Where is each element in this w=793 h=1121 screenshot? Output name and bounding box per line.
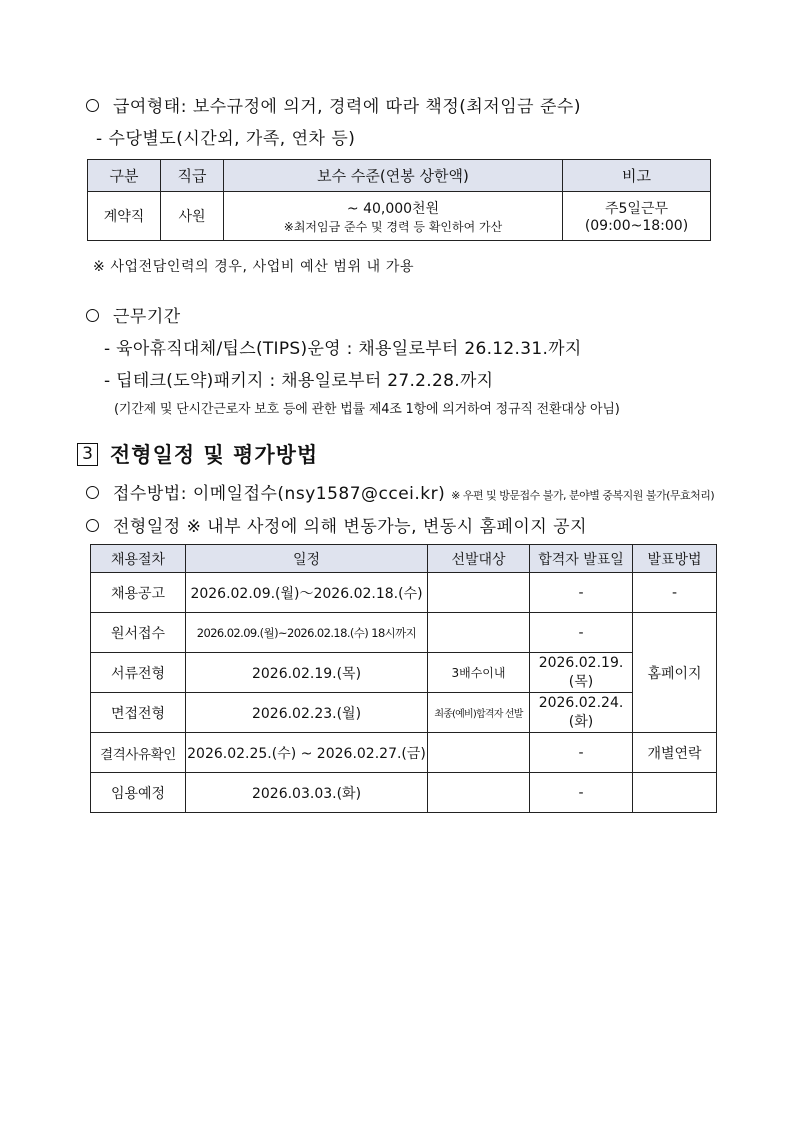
work-period-item-1: - 육아휴직대체/팁스(TIPS)운영 : 채용일로부터 26.12.31.까지	[104, 339, 582, 359]
date-cell: 2026.03.03.(화)	[186, 773, 428, 813]
circle-bullet-icon	[86, 309, 99, 322]
step-cell: 서류전형	[91, 653, 186, 693]
table-row	[91, 653, 717, 693]
pay-amount: ~ 40,000천원	[346, 200, 440, 217]
pay-remark-cell	[563, 192, 711, 241]
sched-header-announce: 합격자 발표일	[530, 545, 633, 573]
work-period-item-2: - 딥테크(도약)패키지 : 채용일로부터 27.2.28.까지	[104, 371, 494, 391]
table-row	[91, 773, 717, 813]
announce-cell: 2026.02.19.(목)	[530, 653, 633, 693]
schedule-table	[90, 544, 717, 813]
method-cell: 개별연락	[633, 733, 717, 773]
table-row	[91, 613, 717, 653]
table-row	[91, 693, 717, 733]
allowance-line: - 수당별도(시간외, 가족, 연차 등)	[96, 129, 356, 149]
schedule-intro-text: 전형일정 ※ 내부 사정에 의해 변동가능, 변동시 홈페이지 공지	[113, 517, 588, 537]
section-number-box: 3	[77, 443, 98, 466]
target-cell	[428, 613, 530, 653]
date-cell: 2026.02.23.(월)	[186, 693, 428, 733]
application-line	[86, 479, 714, 504]
step-cell: 임용예정	[91, 773, 186, 813]
pay-header-remark: 비고	[563, 160, 711, 192]
pay-rank-cell: 사원	[161, 192, 224, 241]
announce-cell: -	[530, 613, 633, 653]
target-cell: 최종(예비)합격자 선발	[428, 693, 530, 733]
pay-note: ※ 사업전담인력의 경우, 사업비 예산 범위 내 가용	[93, 259, 415, 275]
pay-remark-line1: 주5일근무	[604, 201, 668, 217]
announce-cell: -	[530, 773, 633, 813]
section-heading	[77, 439, 318, 469]
step-cell: 원서접수	[91, 613, 186, 653]
pay-table	[87, 159, 711, 241]
schedule-intro-line	[86, 512, 587, 537]
sched-header-target: 선발대상	[428, 545, 530, 573]
work-period-heading	[86, 302, 181, 327]
method-cell: -	[633, 573, 717, 613]
table-row	[88, 192, 711, 241]
sched-header-method: 발표방법	[633, 545, 717, 573]
application-note: ※ 우편 및 방문접수 불가, 분야별 중복지원 불가(무효처리)	[451, 489, 715, 502]
announce-cell: 2026.02.24.(화)	[530, 693, 633, 733]
pay-header-rank: 직급	[161, 160, 224, 192]
date-cell: 2026.02.09.(월)～2026.02.18.(수)	[186, 573, 428, 613]
step-cell: 면접전형	[91, 693, 186, 733]
target-cell: 3배수이내	[428, 653, 530, 693]
pay-header-amount: 보수 수준(연봉 상한액)	[224, 160, 563, 192]
salary-line	[86, 92, 581, 117]
circle-bullet-icon	[86, 99, 99, 112]
target-cell	[428, 573, 530, 613]
target-cell	[428, 733, 530, 773]
sched-header-date: 일정	[186, 545, 428, 573]
method-cell-merged: 홈페이지	[633, 613, 717, 733]
pay-amount-cell	[224, 192, 563, 241]
sched-header-step: 채용절차	[91, 545, 186, 573]
date-cell: 2026.02.25.(수) ~ 2026.02.27.(금)	[186, 733, 428, 773]
announce-cell: -	[530, 573, 633, 613]
date-cell: 2026.02.09.(월)~2026.02.18.(수) 18시까지	[186, 613, 428, 653]
salary-text: 급여형태: 보수규정에 의거, 경력에 따라 책정(최저임금 준수)	[113, 97, 581, 117]
work-period-title: 근무기간	[113, 307, 181, 327]
table-row	[91, 573, 717, 613]
pay-amount-note: ※최저임금 준수 및 경력 등 확인하여 가산	[283, 219, 503, 234]
work-period-note: (기간제 및 단시간근로자 보호 등에 관한 법률 제4조 1항에 의거하여 정규직 전환대상 아님)	[114, 402, 620, 417]
section-title: 전형일정 및 평가방법	[110, 443, 319, 467]
table-row	[91, 733, 717, 773]
circle-bullet-icon	[86, 519, 99, 532]
pay-remark-line2: (09:00~18:00)	[584, 218, 689, 234]
method-cell	[633, 773, 717, 813]
target-cell	[428, 773, 530, 813]
pay-type-cell: 계약직	[88, 192, 161, 241]
announce-cell: -	[530, 733, 633, 773]
circle-bullet-icon	[86, 486, 99, 499]
application-text: 접수방법: 이메일접수(nsy1587@ccei.kr)	[113, 484, 446, 504]
step-cell: 결격사유확인	[91, 733, 186, 773]
date-cell: 2026.02.19.(목)	[186, 653, 428, 693]
pay-header-type: 구분	[88, 160, 161, 192]
step-cell: 채용공고	[91, 573, 186, 613]
